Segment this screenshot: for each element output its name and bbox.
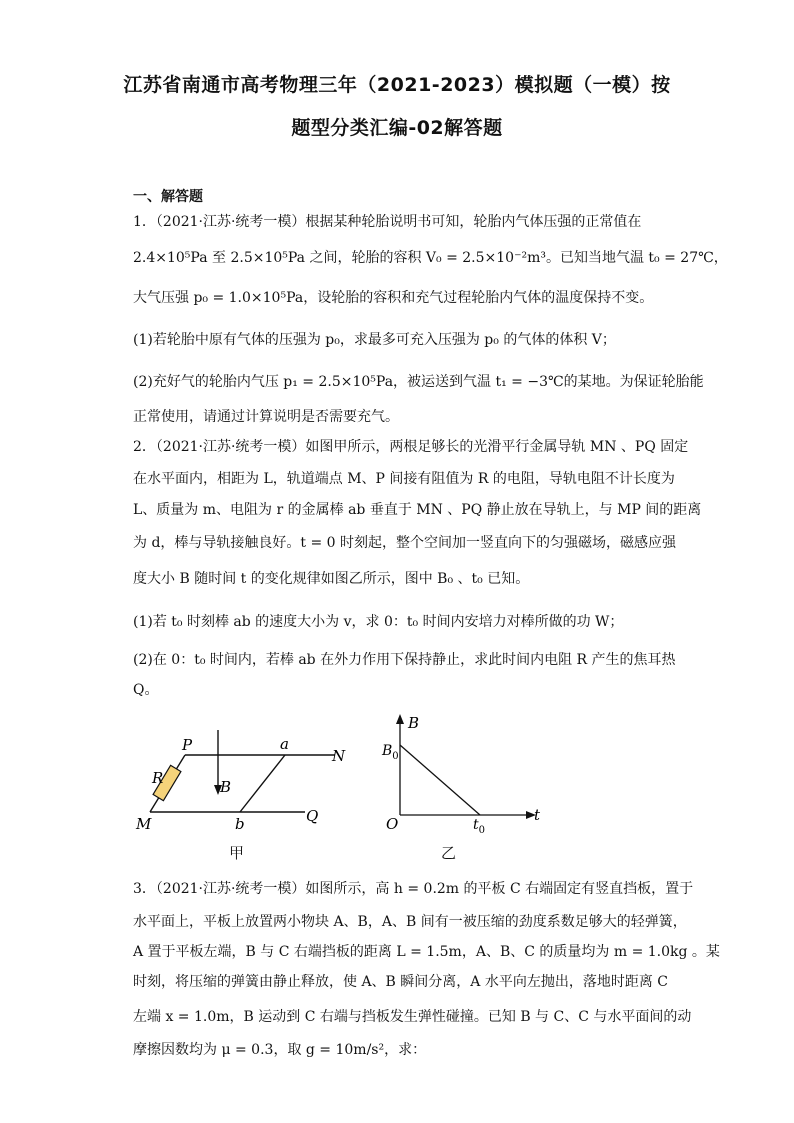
figure-jia-rails-diagram [130, 725, 370, 865]
y-tick-label: $B_0$ [382, 743, 399, 762]
q2-line: L、质量为 m、电阻为 r 的金属棒 ab 垂直于 MN 、PQ 静止放在导轨上，与 MP 间的距离 [133, 502, 702, 518]
q1-line: (2)充好气的轮胎内气压 p₁ = 2.5×10⁵Pa，被运送到气温 t₁ = −3℃的某地。为保证轮胎能 [133, 374, 704, 390]
label-P: P [182, 736, 193, 754]
x-tick-label: $t_0$ [473, 817, 486, 836]
q3-line: 水平面上，平板上放置两小物块 A、B，A、B 间有一被压缩的劲度系数足够大的轻弹簧， [133, 914, 687, 930]
label-b: b [235, 815, 245, 833]
q3-line: 3．（2021·江苏·统考一模）如图所示，高 h = 0.2m 的平板 C 右端固定有竖直挡板，置于 [133, 881, 694, 897]
document-title-line-1: 江苏省南通市高考物理三年（2021-2023）模拟题（一模）按 [123, 74, 671, 96]
q2-line: 度大小 B 随时间 t 的变化规律如图乙所示，图中 B₀ 、t₀ 已知。 [133, 571, 530, 587]
figure-jia-caption: 甲 [229, 844, 245, 862]
label-Q: Q [306, 807, 319, 825]
label-N: N [332, 747, 346, 765]
q2-line: 在水平面内，相距为 L，轨道端点 M、P 间接有阻值为 R 的电阻，导轨电阻不计长度为 [133, 471, 675, 487]
y-axis-arrow [396, 714, 404, 724]
figure-yi-caption: 乙 [441, 844, 457, 862]
q2-line: 2．（2021·江苏·统考一模）如图甲所示，两根足够长的光滑平行金属导轨 MN 、PQ 固定 [133, 439, 689, 455]
label-a: a [280, 735, 289, 753]
q3-line: A 置于平板左端，B 与 C 右端挡板的距离 L = 1.5m，A、B、C 的质量均为 m = 1.0kg 。某 [133, 944, 720, 960]
q1-line: 2.4×10⁵Pa 至 2.5×10⁵Pa 之间，轮胎的容积 V₀ = 2.5×10⁻²m³。已知当地气温 t₀ = 27℃， [133, 250, 728, 266]
q1-line: (1)若轮胎中原有气体的压强为 p₀，求最多可充入压强为 p₀ 的气体的体积 V； [133, 332, 616, 348]
q2-line: Q。 [133, 682, 159, 698]
q3-line: 摩擦因数均为 μ = 0.3，取 g = 10m/s²，求： [133, 1042, 427, 1058]
q2-line: (2)在 0：t₀ 时间内，若棒 ab 在外力作用下保持静止，求此时间内电阻 R 产生的焦耳热 [133, 652, 676, 668]
section-heading: 一、解答题 [133, 189, 203, 205]
q3-line: 左端 x = 1.0m，B 运动到 C 右端与挡板发生弹性碰撞。已知 B 与 C、C 与水平面间的动 [133, 1009, 692, 1025]
label-B: B [220, 778, 232, 796]
rod-ab [240, 755, 285, 812]
label-M: M [136, 815, 152, 833]
label-R: R [152, 769, 164, 787]
q1-line: 大气压强 p₀ = 1.0×10⁵Pa，设轮胎的容积和充气过程轮胎内气体的温度保持不变。 [133, 290, 654, 306]
q1-line: 1．（2021·江苏·统考一模）根据某种轮胎说明书可知，轮胎内气体压强的正常值在 [133, 214, 642, 230]
figure-yi-graph [378, 710, 558, 840]
q1-line: 正常使用，请通过计算说明是否需要充气。 [133, 409, 399, 425]
q2-line: (1)若 t₀ 时刻棒 ab 的速度大小为 v，求 0：t₀ 时间内安培力对棒所做的功 W； [133, 614, 624, 630]
document-title-line-2: 题型分类汇编-02解答题 [291, 117, 503, 139]
origin-label: O [386, 815, 399, 833]
series-line-B-t [400, 745, 480, 815]
y-axis-label: B [408, 714, 420, 732]
q2-line: 为 d，棒与导轨接触良好。t = 0 时刻起，整个空间加一竖直向下的匀强磁场，磁感应强 [133, 535, 677, 551]
q3-line: 时刻，将压缩的弹簧由静止释放，使 A、B 瞬间分离，A 水平向左抛出，落地时距离 C [133, 974, 669, 990]
x-axis-label: t [534, 806, 541, 824]
